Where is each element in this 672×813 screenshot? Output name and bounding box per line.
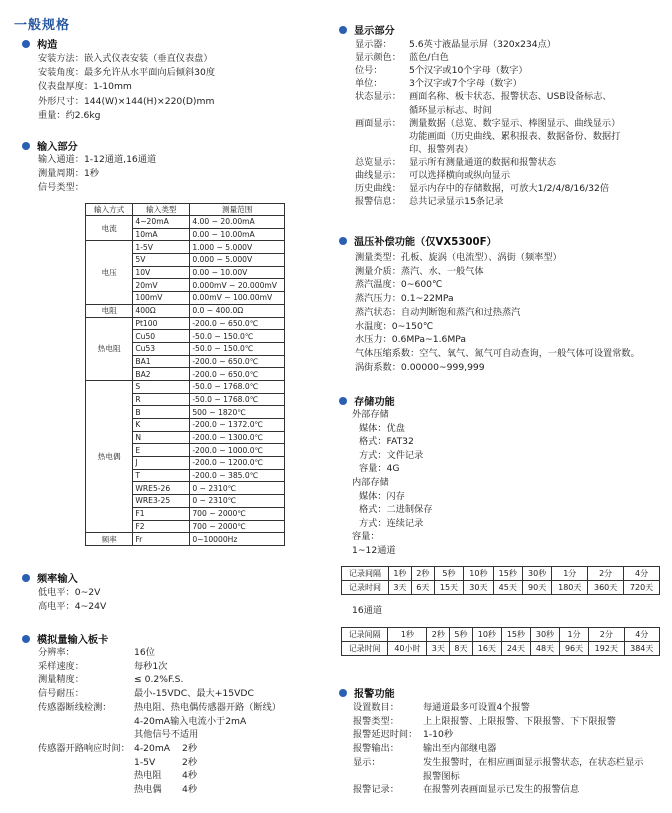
section-heading: 存储功能 bbox=[354, 397, 395, 408]
spec-row bbox=[38, 181, 84, 195]
table-cell: 2秒 bbox=[427, 628, 450, 642]
range-cell: -200.0 ~ 1000.0℃ bbox=[190, 444, 285, 457]
type-cell: F2 bbox=[133, 520, 190, 533]
spec-key: 高电平： bbox=[38, 601, 75, 612]
table-row bbox=[86, 380, 285, 393]
spec-key: 测量精度： bbox=[38, 674, 84, 686]
spec-value: 总共记录显示15条记录 bbox=[409, 196, 504, 208]
section-construction bbox=[22, 36, 57, 51]
section-storage bbox=[339, 393, 395, 408]
spec-value: 1-12通道,16通道 bbox=[83, 154, 157, 165]
spec-key: 安装方法： bbox=[38, 53, 84, 64]
table-cell: 15天 bbox=[434, 581, 463, 595]
range-cell: 4.00 ~ 20.00mA bbox=[190, 216, 285, 229]
spec-key: 报警输出： bbox=[353, 743, 399, 755]
type-cell: E bbox=[133, 444, 190, 457]
spec-value: 上上限报警、上限报警、下限报警、下下限报警 bbox=[423, 715, 616, 727]
spec-key: 显示器： bbox=[355, 39, 392, 50]
page-title: 一般规格 bbox=[14, 18, 71, 33]
spec-value: 1-10mm bbox=[93, 81, 132, 93]
spec-key: 报警信息： bbox=[355, 196, 401, 208]
storage-line: 方式：连续记录 bbox=[359, 517, 424, 529]
spec-row bbox=[38, 95, 214, 109]
spec-key: 报警类型： bbox=[353, 715, 399, 727]
table-cell: 1分 bbox=[560, 628, 589, 642]
spec-value: 5.6英寸液晶显示屏（320x234点） bbox=[409, 39, 556, 50]
spec-value: 报警图标 bbox=[423, 770, 460, 782]
spec-key: 输入通道： bbox=[38, 154, 84, 165]
spec-row bbox=[38, 673, 183, 687]
section-alarm bbox=[339, 685, 395, 700]
range-cell: -200.0 ~ 650.0℃ bbox=[190, 368, 285, 381]
table-cell: 4分 bbox=[624, 628, 660, 642]
range-cell: 0.00mV ~ 100.00mV bbox=[190, 292, 285, 305]
table-header-cell: 输入方式 bbox=[86, 204, 133, 216]
storage-line: 媒体：闪存 bbox=[359, 490, 405, 502]
range-cell: 0~10000Hz bbox=[190, 533, 285, 546]
spec-row bbox=[38, 600, 106, 614]
spec-value: 16位 bbox=[134, 647, 155, 658]
table-cell: 15秒 bbox=[501, 628, 530, 642]
spec-value: 4秒 bbox=[182, 770, 198, 782]
type-cell: Cu50 bbox=[133, 330, 190, 343]
spec-row bbox=[38, 715, 246, 729]
table-row bbox=[86, 304, 285, 317]
spec-row bbox=[38, 728, 198, 742]
table-cell: 384天 bbox=[624, 642, 660, 656]
group-cell: 电压 bbox=[86, 241, 133, 304]
spec-line: 涡街系数：0.00000~999,999 bbox=[355, 361, 485, 373]
type-cell: K bbox=[133, 419, 190, 432]
range-cell: 0 ~ 2310℃ bbox=[190, 495, 285, 508]
group-cell: 热电偶 bbox=[86, 380, 133, 532]
bullet-icon bbox=[339, 689, 347, 697]
type-cell: Fr bbox=[133, 533, 190, 546]
table-row bbox=[86, 216, 285, 229]
spec-row bbox=[355, 90, 612, 104]
spec-value: 蓝色/白色 bbox=[409, 52, 449, 64]
spec-row bbox=[353, 742, 497, 756]
group-cell: 电流 bbox=[86, 216, 133, 241]
spec-row bbox=[355, 195, 503, 209]
input-type-table bbox=[85, 203, 285, 546]
spec-key: 总览显示： bbox=[355, 156, 401, 168]
spec-key: 状态显示： bbox=[355, 91, 401, 103]
spec-key: 外形尺寸： bbox=[38, 95, 84, 107]
range-cell: 0.000mV ~ 20.000mV bbox=[190, 279, 285, 292]
table-cell: 5秒 bbox=[450, 628, 473, 642]
spec-key: 1-5V bbox=[134, 756, 156, 768]
type-cell: Pt100 bbox=[133, 317, 190, 330]
spec-key: 信号耐压： bbox=[38, 688, 84, 700]
type-cell: S bbox=[133, 380, 190, 393]
spec-row bbox=[38, 701, 281, 715]
storage-group-label: 外部存储 bbox=[352, 409, 389, 420]
spec-row bbox=[353, 701, 530, 715]
table-cell: 40小时 bbox=[388, 642, 427, 656]
spec-key: 分辨率： bbox=[38, 647, 75, 658]
open-response-label: 传感器开路响应时间： bbox=[38, 743, 130, 754]
spec-value: 最多允许从水平面向后倾斜30度 bbox=[83, 67, 216, 79]
type-cell: 4~20mA bbox=[133, 216, 190, 229]
spec-row bbox=[355, 64, 528, 78]
type-cell: WRE3-25 bbox=[133, 495, 190, 508]
storage-line: 方式：文件记录 bbox=[359, 449, 424, 461]
row-header-cell: 记录时间 bbox=[342, 581, 389, 595]
type-cell: N bbox=[133, 431, 190, 444]
bullet-icon bbox=[22, 635, 30, 643]
spec-line: 测量介质：蒸汽、水、一般气体 bbox=[355, 265, 484, 277]
type-cell: T bbox=[133, 469, 190, 482]
spec-key: 设置数目： bbox=[353, 702, 399, 713]
spec-value: 2秒 bbox=[182, 743, 198, 754]
spec-value: 可以选择横向或纵向显示 bbox=[409, 170, 511, 181]
type-cell: J bbox=[133, 457, 190, 470]
type-cell: BA1 bbox=[133, 355, 190, 368]
spec-value: 4秒 bbox=[182, 784, 198, 796]
spec-key: 测量周期： bbox=[38, 168, 84, 179]
spec-line: 气体压缩系数：空气、氧气、氮气可自动查询，一般气体可设置常数。 bbox=[355, 347, 640, 359]
spec-key: 重量： bbox=[38, 109, 66, 121]
range-cell: 0.00 ~ 10.00V bbox=[190, 266, 285, 279]
range-cell: -200.0 ~ 1300.0℃ bbox=[190, 431, 285, 444]
table-cell: 4分 bbox=[624, 567, 660, 581]
spec-key: 仪表盘厚度： bbox=[38, 81, 94, 93]
type-cell: WRE5-26 bbox=[133, 482, 190, 495]
spec-value: 约2.6kg bbox=[65, 109, 101, 121]
spec-key: 历史曲线： bbox=[355, 183, 401, 195]
spec-key: 低电平： bbox=[38, 587, 75, 598]
storage-capacity: 容量： bbox=[352, 531, 380, 543]
table-cell: 30天 bbox=[464, 581, 493, 595]
spec-row bbox=[38, 153, 156, 167]
storage-line: 格式：FAT32 bbox=[359, 436, 414, 448]
spec-value: 4-20mA输入电流小于2mA bbox=[134, 715, 247, 727]
storage-group-label: 内部存储 bbox=[352, 477, 389, 488]
spec-value: 热电阻、热电偶传感器开路（断线） bbox=[134, 701, 281, 713]
table-cell: 24天 bbox=[501, 642, 530, 656]
type-cell: 400Ω bbox=[133, 304, 190, 317]
range-cell: 700 ~ 2000℃ bbox=[190, 507, 285, 520]
spec-key: 报警记录： bbox=[353, 784, 399, 796]
spec-row bbox=[353, 715, 616, 729]
spec-value: 在报警列表画面显示已发生的报警信息 bbox=[423, 784, 580, 796]
spec-line: 蒸汽温度：0~600℃ bbox=[355, 279, 443, 291]
spec-line: 水压力：0.6MPa~1.6MPa bbox=[355, 334, 467, 346]
type-cell: R bbox=[133, 393, 190, 406]
storage-16ch-label: 16通道 bbox=[352, 605, 383, 616]
table-row bbox=[342, 642, 660, 656]
table-cell: 1秒 bbox=[388, 567, 411, 581]
spec-row bbox=[355, 130, 620, 144]
type-cell: B bbox=[133, 406, 190, 419]
spec-value: 0~2V bbox=[74, 587, 101, 598]
range-cell: 1.000 ~ 5.000V bbox=[190, 241, 285, 254]
table-cell: 10秒 bbox=[464, 567, 493, 581]
table-cell: 16天 bbox=[472, 642, 501, 656]
table-row bbox=[342, 581, 660, 595]
spec-row bbox=[353, 728, 453, 742]
range-cell: -50.0 ~ 150.0℃ bbox=[190, 330, 285, 343]
section-display bbox=[339, 22, 395, 37]
spec-value: 测量数据（总览、数字显示、棒图显示、曲线显示） bbox=[409, 117, 621, 129]
section-heading: 频率输入 bbox=[37, 574, 78, 585]
spec-key: 信号类型： bbox=[38, 182, 84, 193]
table-row bbox=[342, 628, 660, 642]
table-cell: 1分 bbox=[552, 567, 588, 581]
spec-key: 传感器断线检测： bbox=[38, 701, 112, 713]
spec-value: 5个汉字或10个字母（数字） bbox=[409, 65, 528, 77]
table-header-cell: 测量范围 bbox=[190, 204, 285, 216]
type-cell: 1-5V bbox=[133, 241, 190, 254]
type-cell: 10V bbox=[133, 266, 190, 279]
spec-value: 每秒1次 bbox=[134, 660, 168, 672]
type-cell: Cu53 bbox=[133, 342, 190, 355]
bullet-icon bbox=[339, 26, 347, 34]
spec-row bbox=[38, 52, 213, 66]
spec-value: 发生报警时，在相应画面显示报警状态，在状态栏显示 bbox=[423, 756, 644, 768]
group-cell: 热电阻 bbox=[86, 317, 133, 380]
spec-row bbox=[355, 169, 510, 183]
row-header-cell: 记录时间 bbox=[342, 642, 388, 656]
storage-line: 媒体：优盘 bbox=[359, 422, 405, 434]
spec-value: 其他信号不适用 bbox=[134, 729, 199, 741]
bullet-icon bbox=[22, 142, 30, 150]
table-cell: 180天 bbox=[552, 581, 588, 595]
range-cell: 500 ~ 1820℃ bbox=[190, 406, 285, 419]
type-cell: BA2 bbox=[133, 368, 190, 381]
spec-key: 显示颜色： bbox=[355, 52, 401, 64]
spec-value: 144(W)×144(H)×220(D)mm bbox=[83, 95, 215, 107]
table-cell: 2分 bbox=[589, 628, 624, 642]
spec-row bbox=[38, 586, 100, 600]
range-cell: -50.0 ~ 1768.0℃ bbox=[190, 380, 285, 393]
spec-value: 显示内存中的存储数据，可放大1/2/4/8/16/32倍 bbox=[409, 183, 610, 195]
spec-value: ≤ 0.2%F.S. bbox=[134, 674, 184, 686]
spec-value: 印、报警列表） bbox=[409, 143, 474, 155]
spec-row bbox=[353, 783, 579, 797]
range-cell: -50.0 ~ 1768.0℃ bbox=[190, 393, 285, 406]
section-input bbox=[22, 138, 78, 153]
table-header-row bbox=[86, 204, 285, 216]
range-cell: -50.0 ~ 150.0℃ bbox=[190, 342, 285, 355]
spec-value: 画面名称、板卡状态、报警状态、USB设备标志、 bbox=[409, 91, 612, 103]
spec-key: 显示： bbox=[353, 756, 381, 768]
range-cell: 700 ~ 2000℃ bbox=[190, 520, 285, 533]
table-cell: 48天 bbox=[530, 642, 559, 656]
spec-line: 测量类型：孔板、旋涡（电流型）、涡街（频率型） bbox=[355, 252, 562, 263]
range-cell: 0.00 ~ 10.00mA bbox=[190, 228, 285, 241]
spec-row bbox=[38, 646, 155, 660]
table-row bbox=[86, 317, 285, 330]
table-cell: 45天 bbox=[493, 581, 522, 595]
section-compensation bbox=[339, 233, 497, 248]
spec-key: 曲线显示： bbox=[355, 170, 401, 181]
table-cell: 10秒 bbox=[472, 628, 501, 642]
spec-row bbox=[38, 687, 254, 701]
table-cell: 30秒 bbox=[530, 628, 559, 642]
spec-key: 画面显示： bbox=[355, 117, 401, 129]
spec-row bbox=[355, 143, 473, 157]
spec-row bbox=[355, 104, 492, 118]
table-row bbox=[342, 567, 660, 581]
storage-table-12ch bbox=[341, 566, 660, 595]
section-heading: 温压补偿功能（仅VX5300F） bbox=[354, 237, 497, 248]
spec-key: 热电偶 bbox=[134, 784, 162, 796]
spec-value: 每通道最多可设置4个报警 bbox=[423, 702, 530, 713]
spec-row bbox=[353, 756, 644, 770]
spec-row bbox=[355, 51, 449, 65]
table-cell: 6天 bbox=[411, 581, 434, 595]
table-cell: 3天 bbox=[388, 581, 411, 595]
section-heading: 构造 bbox=[37, 40, 58, 51]
spec-row bbox=[38, 660, 167, 674]
spec-row bbox=[355, 77, 522, 91]
spec-row bbox=[355, 182, 609, 196]
spec-value: 功能画面（历史曲线、累积报表、数据备份、数据打 bbox=[409, 130, 621, 142]
spec-value: 循环显示标志、时间 bbox=[409, 104, 492, 116]
spec-row bbox=[134, 742, 197, 756]
type-cell: F1 bbox=[133, 507, 190, 520]
type-cell: 20mV bbox=[133, 279, 190, 292]
storage-table-16ch bbox=[341, 627, 660, 656]
section-heading: 显示部分 bbox=[354, 26, 395, 37]
table-cell: 720天 bbox=[624, 581, 660, 595]
spec-row bbox=[355, 38, 556, 52]
spec-value: 嵌入式仪表安装（垂直仪表盘） bbox=[83, 53, 213, 64]
range-cell: 0.000 ~ 5.000V bbox=[190, 254, 285, 267]
spec-line: 蒸汽压力：0.1~22MPa bbox=[355, 293, 454, 305]
type-cell: 10mA bbox=[133, 228, 190, 241]
table-row bbox=[86, 241, 285, 254]
table-cell: 96天 bbox=[560, 642, 589, 656]
spec-row bbox=[353, 770, 460, 784]
table-cell: 5秒 bbox=[434, 567, 463, 581]
row-header-cell: 记录间隔 bbox=[342, 567, 389, 581]
spec-key: 安装角度： bbox=[38, 67, 84, 79]
spec-value: 1-10秒 bbox=[423, 729, 454, 741]
group-cell: 频率 bbox=[86, 533, 133, 546]
table-cell: 2秒 bbox=[411, 567, 434, 581]
spec-line: 蒸汽状态：自动判断饱和蒸汽和过热蒸汽 bbox=[355, 306, 521, 318]
spec-value: 2秒 bbox=[182, 756, 198, 768]
range-cell: 0.0 ~ 400.0Ω bbox=[190, 304, 285, 317]
section-heading: 报警功能 bbox=[354, 689, 395, 700]
bullet-icon bbox=[22, 574, 30, 582]
table-cell: 3天 bbox=[427, 642, 450, 656]
spec-row bbox=[134, 756, 197, 770]
table-cell: 360天 bbox=[588, 581, 624, 595]
range-cell: -200.0 ~ 1372.0℃ bbox=[190, 419, 285, 432]
spec-row bbox=[355, 117, 620, 131]
group-cell: 电阻 bbox=[86, 304, 133, 317]
spec-key: 4-20mA bbox=[134, 743, 171, 754]
section-freq bbox=[22, 570, 78, 585]
spec-row bbox=[134, 783, 197, 797]
table-cell: 1秒 bbox=[388, 628, 427, 642]
spec-row bbox=[134, 769, 197, 783]
range-cell: -200.0 ~ 650.0℃ bbox=[190, 317, 285, 330]
range-cell: -200.0 ~ 385.0℃ bbox=[190, 469, 285, 482]
spec-value: 3个汉字或7个字母（数字） bbox=[409, 78, 522, 90]
storage-12ch-label: 1~12通道 bbox=[352, 545, 396, 556]
table-cell: 90天 bbox=[522, 581, 551, 595]
spec-key: 采样速度： bbox=[38, 660, 84, 672]
table-cell: 15秒 bbox=[493, 567, 522, 581]
range-cell: 0 ~ 2310℃ bbox=[190, 482, 285, 495]
range-cell: -200.0 ~ 650.0℃ bbox=[190, 355, 285, 368]
bullet-icon bbox=[339, 237, 347, 245]
bullet-icon bbox=[339, 397, 347, 405]
table-header-cell: 输入类型 bbox=[133, 204, 190, 216]
row-header-cell: 记录间隔 bbox=[342, 628, 388, 642]
type-cell: 5V bbox=[133, 254, 190, 267]
storage-line: 容量：4G bbox=[359, 463, 400, 475]
spec-row bbox=[355, 156, 556, 170]
section-heading: 输入部分 bbox=[37, 142, 78, 153]
spec-row bbox=[38, 80, 132, 94]
spec-value: 显示所有测量通道的数据和报警状态 bbox=[409, 156, 556, 168]
spec-row bbox=[38, 167, 99, 181]
table-row bbox=[86, 533, 285, 546]
table-cell: 8天 bbox=[450, 642, 473, 656]
spec-value: 输出至内部继电器 bbox=[423, 743, 497, 755]
spec-key: 位号： bbox=[355, 65, 383, 77]
spec-row bbox=[38, 109, 101, 123]
storage-line: 格式：二进制保存 bbox=[359, 504, 433, 516]
table-cell: 192天 bbox=[589, 642, 624, 656]
table-cell: 2分 bbox=[588, 567, 624, 581]
section-analog bbox=[22, 631, 108, 646]
bullet-icon bbox=[22, 40, 30, 48]
spec-value: 1秒 bbox=[83, 168, 99, 179]
spec-key: 报警延迟时间： bbox=[353, 729, 418, 741]
spec-value: 4~24V bbox=[74, 601, 107, 612]
spec-key: 单位： bbox=[355, 78, 383, 90]
table-cell: 30秒 bbox=[522, 567, 551, 581]
spec-line: 水温度：0~150℃ bbox=[355, 320, 434, 332]
section-heading: 模拟量输入板卡 bbox=[37, 635, 109, 646]
spec-value: 最小-15VDC、最大+15VDC bbox=[134, 688, 254, 700]
spec-row bbox=[38, 66, 215, 80]
spec-key: 热电阻 bbox=[134, 770, 162, 782]
range-cell: -200.0 ~ 1200.0℃ bbox=[190, 457, 285, 470]
type-cell: 100mV bbox=[133, 292, 190, 305]
